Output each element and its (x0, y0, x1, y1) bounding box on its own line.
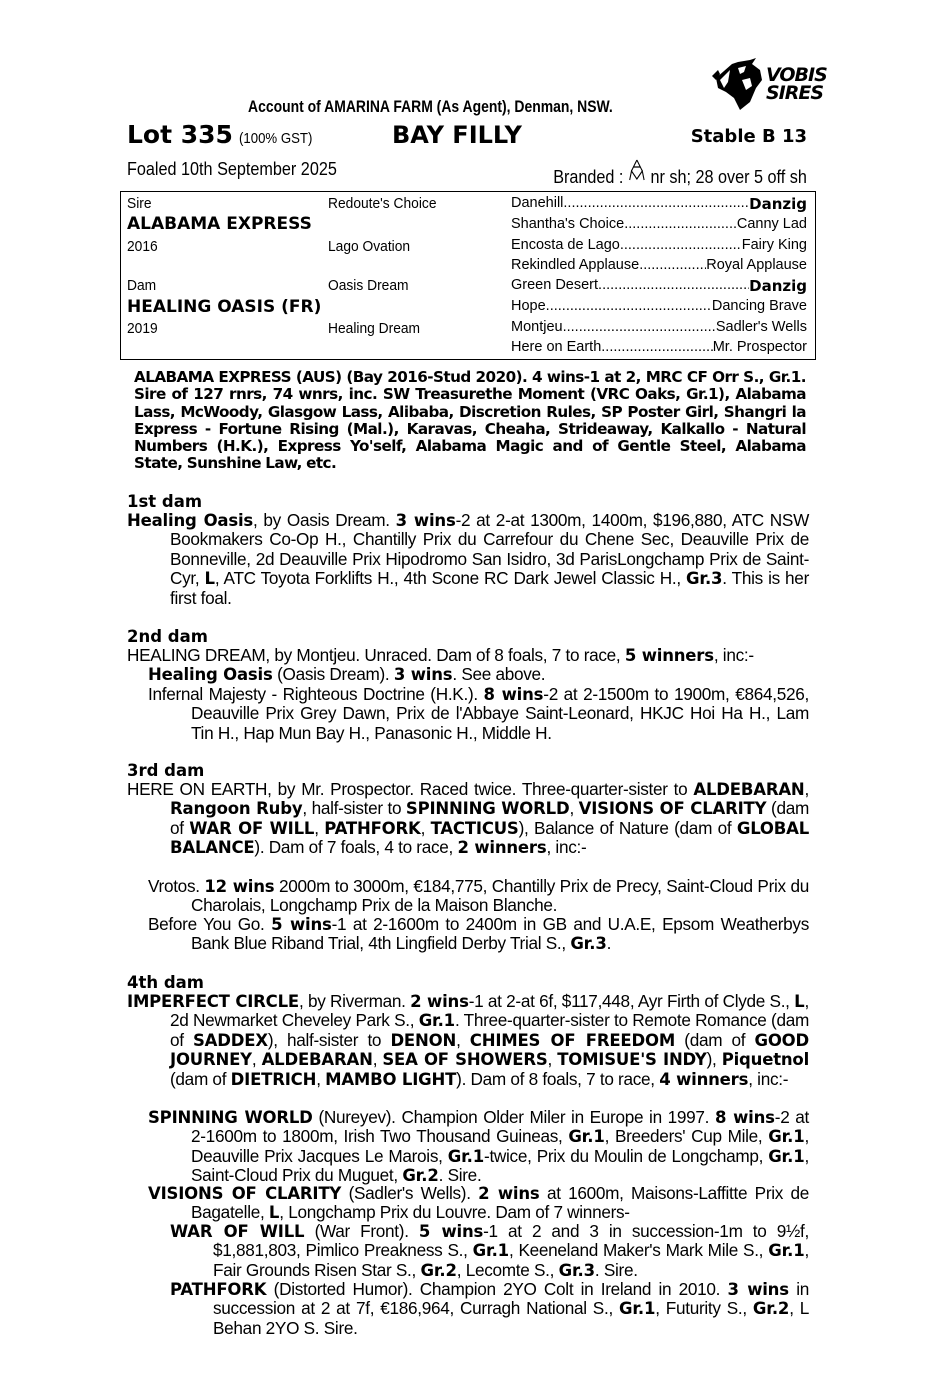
sire-sire: Redoute's Choice (328, 195, 437, 212)
gst-note: (100% GST) (239, 130, 313, 147)
sire-dam: Lago Ovation (328, 238, 411, 255)
sire-name: ALABAMA EXPRESS (127, 214, 312, 234)
progeny-entry: VISIONS OF CLARITY (Sadler's Wells). 2 wins at 1600m, Maisons-Laffitte Prix de Bagatelle, L, Longchamp Prix du Louvre. Dam of 7 winners- (148, 1183, 810, 1223)
dam-name: HEALING OASIS (FR) (127, 297, 322, 317)
dam-paragraph: Healing Oasis, by Oasis Dream. 3 wins-2 at 2-at 1300m, 1400m, $196,880, ATC NSW Bookmakers Co-Op H., Chantilly Prix du Carrefour du Chene Sec, Deauville Prix de Bonneville, 2d Deauville Prix Hipodromo San Isidro, 3d ParisLongchamp Prix de Saint-Cyr, L, ATC Toyota Forklifts H., 4th Scone RC Dark Jewel Classic H., Gr.3. This is her first foal. (127, 510, 809, 608)
stable-location: Stable B 13 (690, 126, 807, 147)
logo-line-1: VOBIS (766, 64, 827, 86)
progeny-entry: Healing Oasis (Oasis Dream). 3 wins. See above. (148, 664, 546, 684)
horse-sex-colour: BAY FILLY (392, 121, 522, 149)
progeny-entry: Infernal Majesty - Righteous Doctrine (H.K.). 8 wins-2 at 2-1500m to 1900m, €864,526, Deauville Prix Grey Dawn, Prix de l'Abbaye Saint-Leonard, HKJC Hoi Ha H., Lam Tin H., Hap Mun Bay H., Panasonic H., Middle H. (148, 684, 809, 743)
dam-heading: 4th dam (127, 973, 204, 992)
progeny-entry: Vrotos. 12 wins 2000m to 3000m, €184,775, Chantilly Prix de Precy, Saint-Cloud Prix du Charolais, Longchamp Prix de la Maison Blanche. (148, 876, 809, 916)
dam-year: 2019 (127, 320, 158, 337)
vendor-line: Account of AMARINA FARM (As Agent), Denman, NSW. (248, 97, 613, 116)
progeny-entry: Before You Go. 5 wins-1 at 2-1600m to 2400m in GB and U.A.E, Epsom Weatherbys Bank Blue Riband Trial, 4th Lingfield Derby Trial S., Gr.3. (148, 914, 809, 954)
sire-year: 2016 (127, 238, 158, 255)
horse-rider-logo-icon (710, 58, 766, 110)
brand-info (553, 159, 807, 188)
pedigree-table (120, 191, 816, 360)
dam-paragraph: IMPERFECT CIRCLE, by Riverman. 2 wins-1 at 2-at 6f, $117,448, Ayr Firth of Clyde S., L, 2d Newmarket Cheveley Park S., Gr.1. Three-quarter-sister to Remote Romance (dam of SADDEX), half-sister to DENON, CHIMES OF FREEDOM (dam of GOOD JOURNEY, ALDEBARAN, SEA OF SHOWERS, TOMISUE'S INDY), Piquetnol (dam of DIETRICH, MAMBO LIGHT). Dam of 8 foals, 7 to race, 4 winners, inc:- (127, 991, 810, 1089)
progeny-entry: WAR OF WILL (War Front). 5 wins-1 at 2 and 3 in succession-1m to 9½f, $1,881,803, Pimlico Preakness S., Gr.1, Keeneland Maker's Mark Mile S., Gr.1, Fair Grounds Risen Star S., Gr.2, Lecomte S., Gr.3. Sire. (170, 1221, 809, 1280)
branded-label: Branded : (553, 167, 624, 187)
great-grandparent-row: Hope ..... Dancing Brave (511, 298, 807, 318)
dam-paragraph: HERE ON EARTH, by Mr. Prospector. Raced twice. Three-quarter-sister to ALDEBARAN, Rangoon Ruby, half-sister to SPINNING WORLD, VISIONS OF CLARITY (dam of WAR OF WILL, PATHFORK, TACTICUS), Balance of Nature (dam of GLOBAL BALANCE). Dam of 7 foals, 4 to race, 2 winners, inc:- (127, 779, 810, 858)
dam-heading: 1st dam (127, 492, 203, 511)
lot-number: Lot 335 (127, 120, 233, 149)
great-grandparent-row: Montjeu ..... Sadler's Wells (511, 319, 807, 339)
dam-heading: 2nd dam (127, 627, 208, 646)
great-grandparent-row: Here on Earth ..... Mr. Prospector (511, 339, 807, 359)
dam-sire: Oasis Dream (328, 277, 409, 294)
great-grandparent-row: Danehill ..... Danzig (511, 195, 807, 215)
dam-label: Dam (127, 277, 157, 294)
branded-text: nr sh; 28 over 5 off sh (650, 167, 807, 187)
progeny-entry: SPINNING WORLD (Nureyev). Champion Older Miler in Europe in 1997. 8 wins-2 at 2-1600m to 1800m, Irish Two Thousand Guineas, Gr.1, Breeders' Cup Mile, Gr.1, Deauville Prix Jacques Le Marois, Gr.1-twice, Prix du Moulin de Longchamp, Gr.1, Saint-Cloud Prix du Muguet, Gr.2. Sire. (148, 1107, 809, 1186)
great-grandparent-row: Rekindled Applause ..... Royal Applause (511, 257, 807, 277)
logo-line-2: SIRES (766, 82, 824, 104)
lot-header (127, 120, 807, 154)
sire-summary: ALABAMA EXPRESS (AUS) (Bay 2016-Stud 2020). 4 wins-1 at 2, MRC CF Orr S., Gr.1. Sire of 127 rnrs, 74 wnrs, inc. SW Treasurethe Moment (VRC Oaks, Gr.1), Alabama Lass, McWoody, Glasgow Lass, Alibaba, Discretion Rules, SP Poster Girl, Shangri la Express - Fortune Rising (Mal.), Karavas, Cheaha, Strideaway, Kalkallo - Natural Numbers (H.K.), Express Yo'self, Alabama Magic and of Gentle Steel, Alabama State, Sunshine Law, etc. (134, 368, 806, 473)
brand-mark-icon (628, 159, 646, 186)
great-grandparent-row: Encosta de Lago ..... Fairy King (511, 237, 807, 257)
dam-dam: Healing Dream (328, 320, 421, 337)
great-grandparent-row: Shantha's Choice ..... Canny Lad (511, 216, 807, 236)
dam-heading: 3rd dam (127, 761, 205, 780)
dam-paragraph: HEALING DREAM, by Montjeu. Unraced. Dam of 8 foals, 7 to race, 5 winners, inc:- (127, 645, 754, 665)
great-grandparent-row: Green Desert ..... Danzig (511, 277, 807, 297)
vobis-sires-logo (710, 58, 850, 110)
foaled-date: Foaled 10th September 2025 (127, 159, 337, 179)
progeny-entry: PATHFORK (Distorted Humor). Champion 2YO Colt in Ireland in 2010. 3 wins in succession at 2 at 7f, €186,964, Curragh National S., Gr.1, Futurity S., Gr.2, L Behan 2YO S. Sire. (170, 1279, 809, 1338)
sire-label: Sire (127, 195, 152, 212)
